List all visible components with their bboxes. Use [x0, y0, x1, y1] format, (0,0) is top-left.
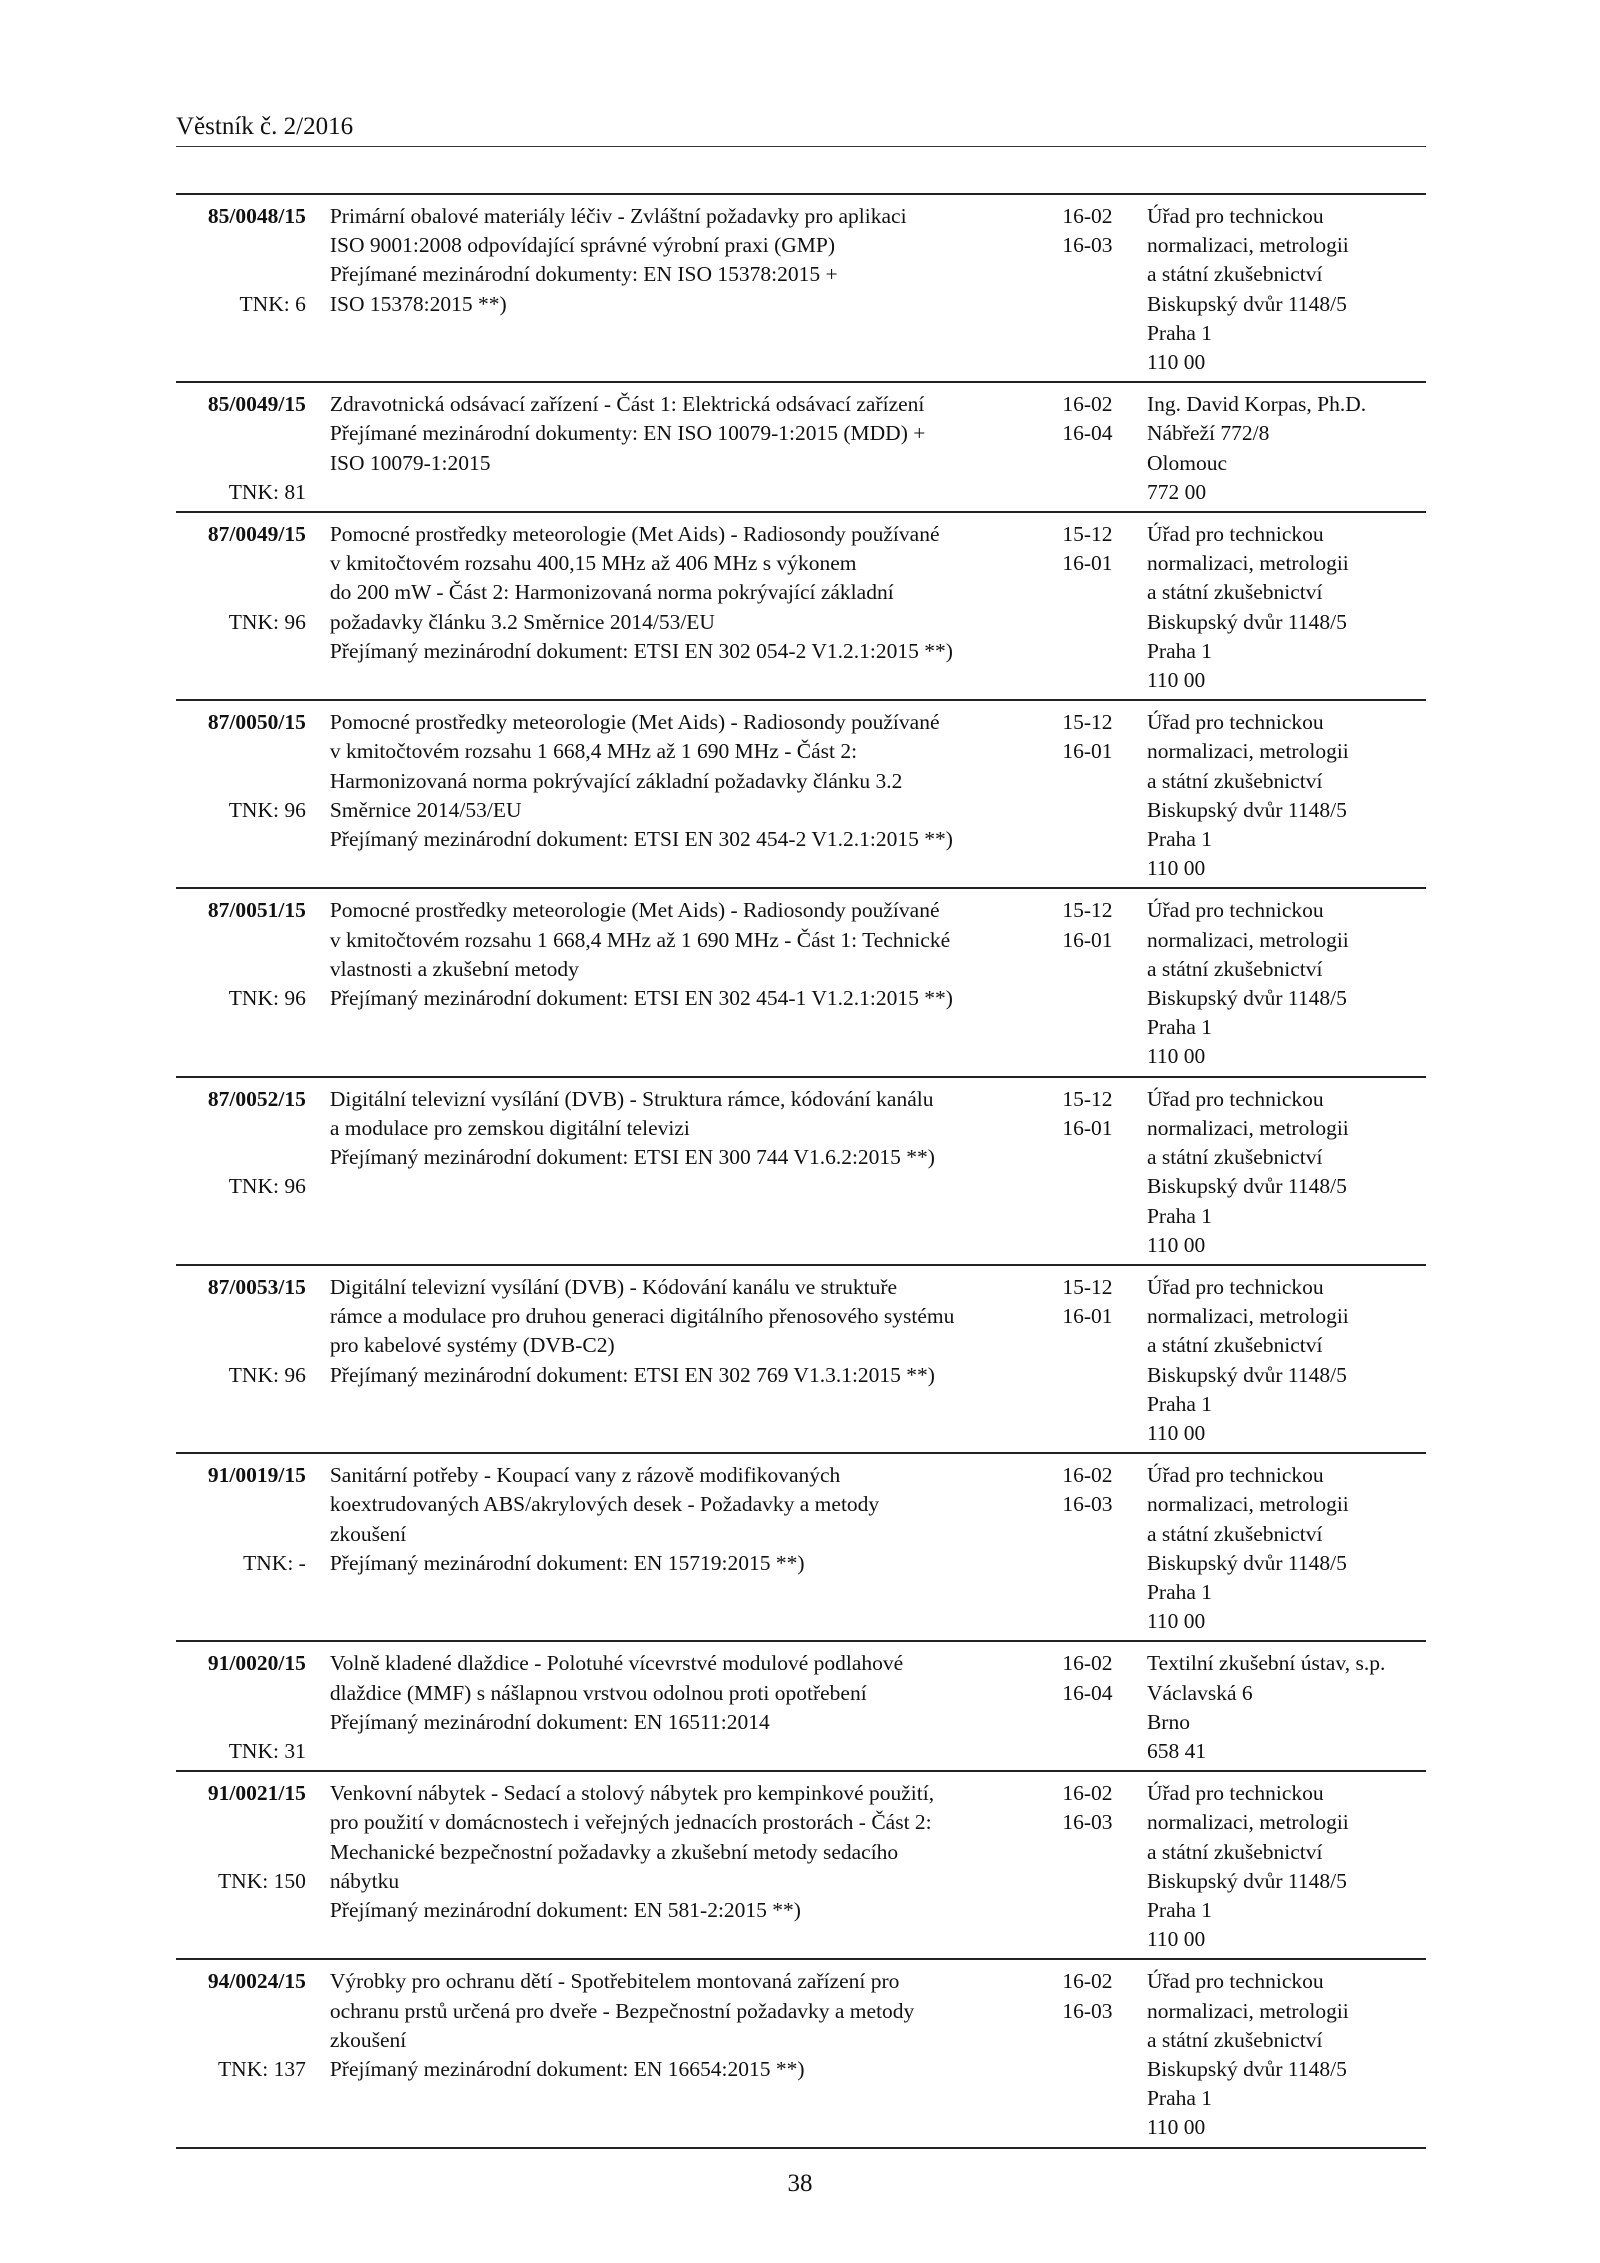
- entry-address-line: 110 00: [1146, 1044, 1206, 1069]
- entry-id-cell: [176, 1265, 330, 1453]
- entry-address-line: Brno: [1146, 1709, 1190, 1734]
- entry-title-line: v kmitočtovém rozsahu 1 668,4 MHz až 1 690 MHz - Část 1: Technické: [329, 927, 951, 952]
- entry-tnk: TNK: 96: [228, 1174, 306, 1199]
- entry-title-line: nábytku: [329, 1868, 400, 1893]
- entry-title-line: ISO 9001:2008 odpovídající správné výrobní praxi (GMP): [329, 233, 836, 258]
- entry-address-line: Úřad pro technickou: [1146, 204, 1324, 228]
- entry-address-line: Praha 1: [1146, 2086, 1213, 2111]
- entry-title-line: pro použití v domácnostech i veřejných jednacích prostorách - Část 2:: [329, 1810, 932, 1835]
- entry-tnk: TNK: 81: [228, 479, 306, 504]
- entry-dates-cell: [1062, 1641, 1147, 1771]
- entry-tnk: TNK: 96: [228, 797, 306, 822]
- entry-end-date: 16-03: [1062, 233, 1113, 258]
- entry-end-date: 16-01: [1062, 927, 1113, 952]
- entry-dates-cell: [1062, 1077, 1147, 1265]
- table-row: [176, 1959, 1426, 2147]
- entry-dates-cell: [1062, 382, 1147, 512]
- entry-address-line: a státní zkušebnictví: [1146, 768, 1323, 793]
- entry-address-line: Textilní zkušební ústav, s.p.: [1146, 1651, 1386, 1676]
- entry-id-stack: [176, 1967, 306, 2084]
- entry-start-date: 16-02: [1062, 1781, 1113, 1806]
- entry-title-line: Digitální televizní vysílání (DVB) - Kódování kanálu ve struktuře: [329, 1274, 898, 1299]
- entry-title-line: koextrudovaných ABS/akrylových desek - Požadavky a metody: [329, 1492, 880, 1517]
- entry-address-line: 110 00: [1146, 856, 1206, 881]
- entry-title-line: Mechanické bezpečnostní požadavky a zkušební metody sedacího: [329, 1839, 899, 1864]
- page-number: 38: [787, 2170, 813, 2197]
- entry-id-cell: [176, 1453, 330, 1641]
- entry-title-cell: [330, 888, 1063, 1076]
- entry-address-line: normalizaci, metrologii: [1146, 551, 1349, 576]
- table-row: [176, 1077, 1426, 1265]
- entry-address-line: Úřad pro technickou: [1146, 1781, 1324, 1806]
- entry-title-line: do 200 mW - Část 2: Harmonizovaná norma pokrývající základní: [329, 580, 894, 605]
- entry-address-line: Praha 1: [1146, 638, 1213, 663]
- entry-start-date: 16-02: [1062, 1651, 1113, 1676]
- entry-id-stack: [176, 202, 306, 319]
- entry-number: 87/0052/15: [207, 1086, 306, 1111]
- entry-title-line: zkoušení: [329, 2027, 407, 2052]
- entry-title-line: požadavky článku 3.2 Směrnice 2014/53/EU: [329, 609, 715, 634]
- entry-title-line: Přejímaný mezinárodní dokument: ETSI EN 302 454-2 V1.2.1:2015 **): [329, 827, 953, 852]
- entry-start-date: 15-12: [1062, 710, 1113, 735]
- entry-start-date: 16-02: [1062, 1969, 1113, 1994]
- entry-title-cell: [330, 512, 1063, 700]
- table-row: [176, 512, 1426, 700]
- entry-start-date: 16-02: [1062, 204, 1113, 228]
- entry-tnk: TNK: 6: [239, 291, 306, 316]
- entry-dates-cell: [1062, 194, 1147, 382]
- entry-tnk: TNK: 96: [228, 1362, 306, 1387]
- table-row: [176, 382, 1426, 512]
- entry-title-line: Pomocné prostředky meteorologie (Met Aids) - Radiosondy používané: [329, 710, 940, 735]
- entry-number: 91/0019/15: [207, 1463, 306, 1488]
- entry-title-line: Volně kladené dlaždice - Polotuhé vícevrstvé modulové podlahové: [329, 1651, 904, 1676]
- entry-title-line: Přejímaný mezinárodní dokument: ETSI EN 302 054-2 V1.2.1:2015 **): [329, 638, 953, 663]
- entry-tnk: TNK: -: [243, 1550, 306, 1575]
- entry-dates-cell: [1062, 1771, 1147, 1959]
- entry-address-line: Biskupský dvůr 1148/5: [1146, 1550, 1347, 1575]
- entry-title-cell: [330, 1265, 1063, 1453]
- entry-id-cell: [176, 512, 330, 700]
- entry-id-stack: [176, 708, 306, 825]
- entry-start-date: 16-02: [1062, 1463, 1113, 1488]
- entry-dates-cell: [1062, 1265, 1147, 1453]
- entry-start-date: 15-12: [1062, 1086, 1113, 1111]
- entry-address-line: normalizaci, metrologii: [1146, 233, 1349, 258]
- entry-title-line: v kmitočtovém rozsahu 1 668,4 MHz až 1 690 MHz - Část 2:: [329, 739, 858, 764]
- entry-end-date: 16-03: [1062, 1492, 1113, 1517]
- entry-address-line: Praha 1: [1146, 1015, 1213, 1040]
- entry-title-cell: [330, 382, 1063, 512]
- entry-address-line: a státní zkušebnictví: [1146, 262, 1323, 287]
- entry-processor-cell: [1147, 1265, 1426, 1453]
- entry-end-date: 16-03: [1062, 1998, 1113, 2023]
- entry-address-line: 772 00: [1146, 479, 1207, 504]
- entry-address-line: normalizaci, metrologii: [1146, 739, 1349, 764]
- entry-id-stack: [176, 520, 306, 637]
- entry-address-line: 110 00: [1146, 1232, 1206, 1257]
- entry-title-line: a modulace pro zemskou digitální televizi: [329, 1115, 690, 1140]
- entry-end-date: 16-01: [1062, 739, 1113, 764]
- entry-processor-cell: [1147, 194, 1426, 382]
- standards-table-body: [176, 194, 1426, 2148]
- entry-id-cell: [176, 1641, 330, 1771]
- entry-title-line: Primární obalové materiály léčiv - Zvláštní požadavky pro aplikaci: [329, 204, 907, 228]
- entry-id-stack: [176, 896, 306, 1013]
- entry-number: 94/0024/15: [207, 1969, 306, 1994]
- entry-end-date: 16-01: [1062, 1115, 1113, 1140]
- entry-address-line: Úřad pro technickou: [1146, 1086, 1324, 1111]
- entry-id-stack: [176, 390, 306, 507]
- entry-title-line: v kmitočtovém rozsahu 400,15 MHz až 406 MHz s výkonem: [329, 551, 857, 576]
- entry-id-cell: [176, 1771, 330, 1959]
- entry-address-line: Praha 1: [1146, 320, 1213, 345]
- entry-start-date: 15-12: [1062, 898, 1113, 923]
- entry-address-line: Praha 1: [1146, 1897, 1213, 1922]
- entry-address-line: 110 00: [1146, 668, 1206, 693]
- entry-dates-cell: [1062, 700, 1147, 888]
- entry-address-line: 110 00: [1146, 1420, 1206, 1445]
- entry-id-cell: [176, 700, 330, 888]
- entry-address-line: Praha 1: [1146, 1391, 1213, 1416]
- entry-processor-cell: [1147, 700, 1426, 888]
- entry-address-line: a státní zkušebnictví: [1146, 1145, 1323, 1170]
- entry-title-cell: [330, 700, 1063, 888]
- entry-start-date: 15-12: [1062, 522, 1113, 547]
- entry-address-line: Biskupský dvůr 1148/5: [1146, 986, 1347, 1011]
- entry-processor-cell: [1147, 1959, 1426, 2147]
- entry-address-line: a státní zkušebnictví: [1146, 580, 1323, 605]
- page-header: [176, 112, 1426, 142]
- entry-address-line: normalizaci, metrologii: [1146, 1810, 1349, 1835]
- entry-end-date: 16-04: [1062, 421, 1113, 446]
- entry-end-date: 16-01: [1062, 1304, 1113, 1329]
- entry-address-line: normalizaci, metrologii: [1146, 1115, 1349, 1140]
- entry-title-line: Přejímaný mezinárodní dokument: EN 15719:2015 **): [329, 1550, 805, 1575]
- entry-address-line: normalizaci, metrologii: [1146, 1492, 1349, 1517]
- entry-start-date: 16-02: [1062, 392, 1113, 417]
- entry-address-line: normalizaci, metrologii: [1146, 1304, 1349, 1329]
- entry-address-line: Biskupský dvůr 1148/5: [1146, 1174, 1347, 1199]
- entry-title-line: pro kabelové systémy (DVB-C2): [329, 1333, 615, 1358]
- entry-title-line: Přejímaný mezinárodní dokument: ETSI EN 300 744 V1.6.2:2015 **): [329, 1145, 935, 1170]
- entry-address-line: a státní zkušebnictví: [1146, 1521, 1323, 1546]
- entry-dates-cell: [1062, 1453, 1147, 1641]
- entry-title-line: zkoušení: [329, 1521, 407, 1546]
- entry-address-line: Biskupský dvůr 1148/5: [1146, 1362, 1347, 1387]
- entry-end-date: 16-04: [1062, 1680, 1113, 1705]
- entry-address-line: Praha 1: [1146, 827, 1213, 852]
- table-row: [176, 1641, 1426, 1771]
- entry-address-line: normalizaci, metrologii: [1146, 1998, 1349, 2023]
- entry-number: 87/0050/15: [207, 710, 306, 735]
- entry-address-line: Biskupský dvůr 1148/5: [1146, 609, 1347, 634]
- entry-address-line: Biskupský dvůr 1148/5: [1146, 291, 1347, 316]
- entry-title-cell: [330, 1077, 1063, 1265]
- entry-title-cell: [330, 1771, 1063, 1959]
- entry-start-date: 15-12: [1062, 1274, 1113, 1299]
- entry-title-cell: [330, 1641, 1063, 1771]
- table-row: [176, 888, 1426, 1076]
- entry-tnk: TNK: 31: [228, 1738, 306, 1763]
- entry-title-cell: [330, 1959, 1063, 2147]
- entry-title-line: vlastnosti a zkušební metody: [329, 956, 579, 981]
- entry-address-line: Biskupský dvůr 1148/5: [1146, 797, 1347, 822]
- entry-title-line: Pomocné prostředky meteorologie (Met Aids) - Radiosondy používané: [329, 522, 940, 547]
- entry-number: 91/0020/15: [207, 1651, 306, 1676]
- entry-title-line: Přejímaný mezinárodní dokument: EN 16654:2015 **): [329, 2056, 805, 2081]
- entry-title-line: Přejímané mezinárodní dokumenty: EN ISO 10079-1:2015 (MDD) +: [329, 421, 926, 446]
- entry-tnk: TNK: 150: [218, 1868, 306, 1893]
- entry-address-line: Václavská 6: [1146, 1680, 1253, 1705]
- entry-address-line: normalizaci, metrologii: [1146, 927, 1349, 952]
- entry-dates-cell: [1062, 888, 1147, 1076]
- entry-title-line: Výrobky pro ochranu dětí - Spotřebitelem montovaná zařízení pro: [329, 1969, 900, 1994]
- entry-id-cell: [176, 1077, 330, 1265]
- entry-id-stack: [176, 1085, 306, 1202]
- entry-processor-cell: [1147, 382, 1426, 512]
- entry-number: 87/0049/15: [207, 522, 306, 547]
- entry-tnk: TNK: 96: [228, 986, 306, 1011]
- journal-title: Věstník č. 2/2016: [176, 113, 354, 140]
- entry-address-line: Úřad pro technickou: [1146, 898, 1324, 923]
- entry-processor-cell: [1147, 1077, 1426, 1265]
- table-row: [176, 1265, 1426, 1453]
- entry-id-stack: [176, 1779, 306, 1896]
- entry-address-line: Biskupský dvůr 1148/5: [1146, 1868, 1347, 1893]
- entry-address-line: 110 00: [1146, 350, 1206, 375]
- entry-address-line: Praha 1: [1146, 1579, 1213, 1604]
- entry-address-line: Biskupský dvůr 1148/5: [1146, 2056, 1347, 2081]
- entry-address-line: Ing. David Korpas, Ph.D.: [1146, 392, 1367, 417]
- entry-number: 87/0051/15: [207, 898, 306, 923]
- entry-title-line: Harmonizovaná norma pokrývající základní požadavky článku 3.2: [329, 768, 903, 793]
- entry-number: 91/0021/15: [207, 1781, 306, 1806]
- entry-processor-cell: [1147, 512, 1426, 700]
- entry-title-line: ISO 15378:2015 **): [329, 291, 507, 316]
- entry-address-line: a státní zkušebnictví: [1146, 2027, 1323, 2052]
- entry-processor-cell: [1147, 888, 1426, 1076]
- entry-title-line: ochranu prstů určená pro dveře - Bezpečnostní požadavky a metody: [329, 1998, 915, 2023]
- entry-number: 85/0049/15: [207, 392, 306, 417]
- entry-address-line: a státní zkušebnictví: [1146, 956, 1323, 981]
- entry-title-line: ISO 10079-1:2015: [329, 450, 491, 475]
- entry-address-line: Úřad pro technickou: [1146, 1463, 1324, 1488]
- entry-processor-cell: [1147, 1771, 1426, 1959]
- entry-id-cell: [176, 194, 330, 382]
- entry-title-cell: [330, 1453, 1063, 1641]
- entry-title-line: Směrnice 2014/53/EU: [329, 797, 522, 822]
- entry-title-line: Venkovní nábytek - Sedací a stolový nábytek pro kempinkové použití,: [329, 1781, 935, 1806]
- table-row: [176, 1453, 1426, 1641]
- table-row: [176, 1771, 1426, 1959]
- entry-dates-cell: [1062, 512, 1147, 700]
- entry-address-line: Olomouc: [1146, 450, 1227, 475]
- entry-title-line: dlaždice (MMF) s nášlapnou vrstvou odolnou proti opotřebení: [329, 1680, 867, 1705]
- entry-processor-cell: [1147, 1453, 1426, 1641]
- entry-address-line: Úřad pro technickou: [1146, 1969, 1324, 1994]
- entry-id-cell: [176, 1959, 330, 2147]
- entry-address-line: Úřad pro technickou: [1146, 522, 1324, 547]
- entry-address-line: Úřad pro technickou: [1146, 1274, 1324, 1299]
- entry-title-cell: [330, 194, 1063, 382]
- entry-address-line: 110 00: [1146, 2115, 1206, 2140]
- entry-id-stack: [176, 1649, 306, 1766]
- entry-address-line: Praha 1: [1146, 1203, 1213, 1228]
- entry-id-stack: [176, 1273, 306, 1390]
- entry-title-line: Přejímaný mezinárodní dokument: EN 16511:2014: [329, 1709, 770, 1734]
- entry-address-line: Úřad pro technickou: [1146, 710, 1324, 735]
- table-row: [176, 700, 1426, 888]
- standards-table: [176, 193, 1426, 2149]
- entry-title-line: Zdravotnická odsávací zařízení - Část 1: Elektrická odsávací zařízení: [329, 392, 925, 417]
- entry-number: 87/0053/15: [207, 1274, 306, 1299]
- entry-title-line: Přejímaný mezinárodní dokument: EN 581-2:2015 **): [329, 1897, 801, 1922]
- entry-address-line: Nábřeží 772/8: [1146, 421, 1270, 446]
- entry-address-line: a státní zkušebnictví: [1146, 1839, 1323, 1864]
- entry-processor-cell: [1147, 1641, 1426, 1771]
- entry-title-line: Digitální televizní vysílání (DVB) - Struktura rámce, kódování kanálu: [329, 1086, 934, 1111]
- entry-address-line: a státní zkušebnictví: [1146, 1333, 1323, 1358]
- entry-address-line: 110 00: [1146, 1609, 1206, 1634]
- entry-id-cell: [176, 888, 330, 1076]
- entry-title-line: Přejímaný mezinárodní dokument: ETSI EN 302 769 V1.3.1:2015 **): [329, 1362, 935, 1387]
- entry-tnk: TNK: 96: [228, 609, 306, 634]
- entry-id-stack: [176, 1461, 306, 1578]
- entry-title-line: Sanitární potřeby - Koupací vany z rázově modifikovaných: [329, 1463, 841, 1488]
- table-row: [176, 194, 1426, 382]
- entry-id-cell: [176, 382, 330, 512]
- entry-title-line: rámce a modulace pro druhou generaci digitálního přenosového systému: [329, 1304, 955, 1329]
- entry-number: 85/0048/15: [207, 204, 306, 228]
- entry-title-line: Přejímaný mezinárodní dokument: ETSI EN 302 454-1 V1.2.1:2015 **): [329, 986, 953, 1011]
- entry-address-line: 658 41: [1146, 1738, 1207, 1763]
- entry-title-line: Pomocné prostředky meteorologie (Met Aids) - Radiosondy používané: [329, 898, 940, 923]
- header-divider: [176, 146, 1426, 147]
- entry-end-date: 16-03: [1062, 1810, 1113, 1835]
- entry-end-date: 16-01: [1062, 551, 1113, 576]
- entry-tnk: TNK: 137: [218, 2056, 306, 2081]
- entry-title-line: Přejímané mezinárodní dokumenty: EN ISO 15378:2015 +: [329, 262, 838, 287]
- entry-dates-cell: [1062, 1959, 1147, 2147]
- entry-address-line: 110 00: [1146, 1927, 1206, 1952]
